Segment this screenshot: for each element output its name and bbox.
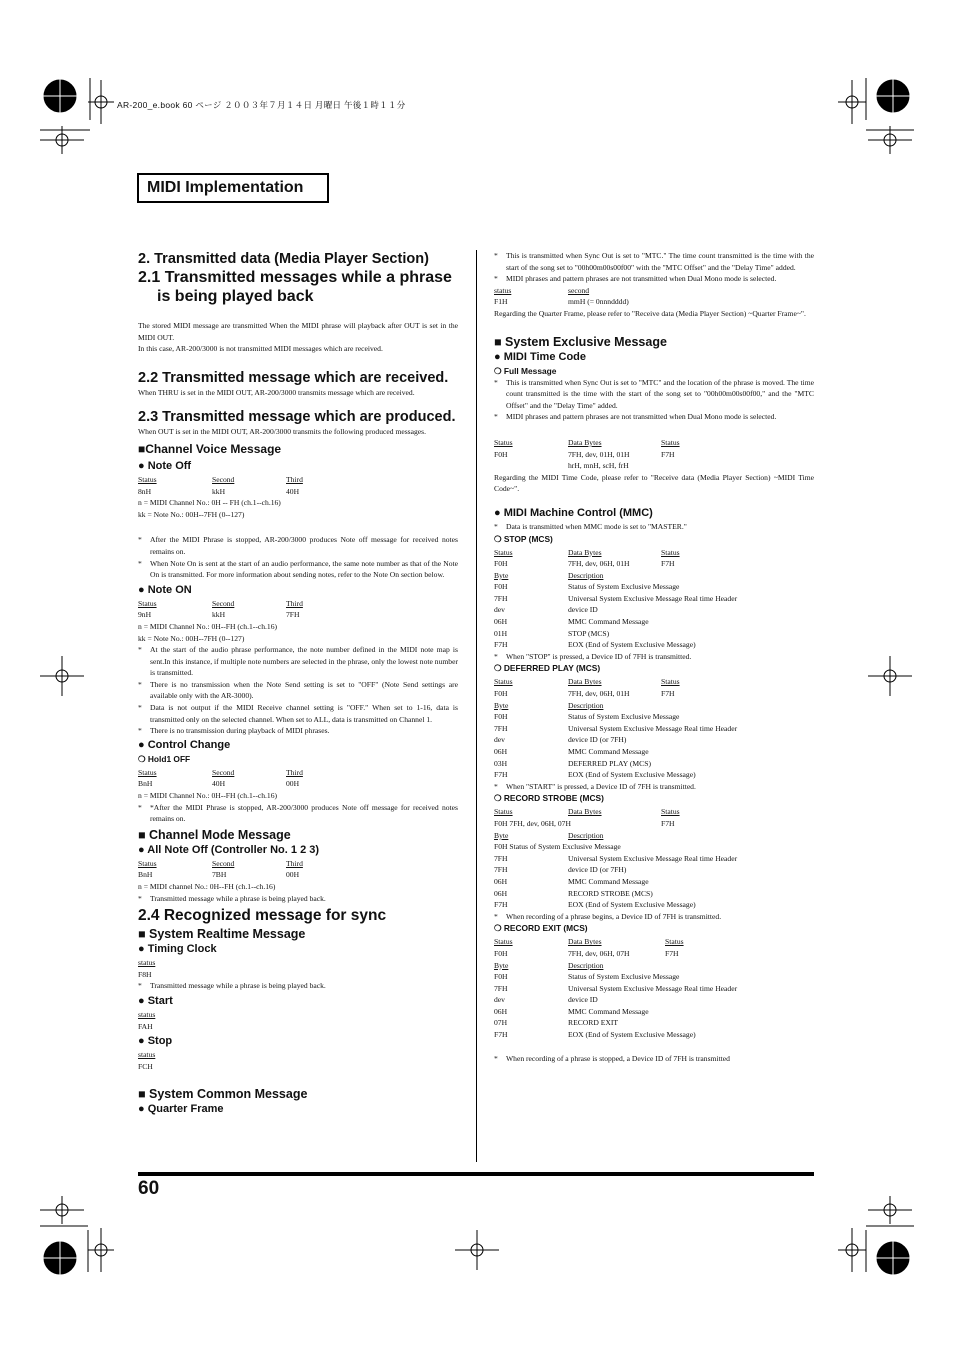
cell: MMC Command Message <box>568 747 649 756</box>
cell: 7FH <box>494 853 508 863</box>
cell: Universal System Exclusive Message Real time Header <box>568 983 738 993</box>
status-value: FAH <box>138 1021 153 1031</box>
note-text: Transmitted message while a phrase is being played back. <box>150 981 326 991</box>
cell: device ID (or 7FH) <box>568 735 627 745</box>
cell: F0H <box>494 948 508 958</box>
col-header: Description <box>568 700 604 710</box>
col-header: Second <box>212 858 235 868</box>
column-divider <box>476 250 477 1162</box>
col-header: Data Bytes <box>568 437 602 447</box>
definition: n = MIDI Channel No.: 0H--FH (ch.1--ch.16) <box>138 621 278 631</box>
cell: kkH <box>212 610 226 620</box>
cell: EOX (End of System Exclusive Message) <box>568 770 696 780</box>
heading-2-4: 2.4 Recognized message for sync <box>138 907 387 925</box>
col-header: Byte <box>494 700 509 710</box>
heading-2-2: 2.2 Transmitted message which are received. <box>138 369 449 386</box>
cell: 7FH, dev, 01H, 01H <box>568 449 630 459</box>
note-text: When "START" is pressed, a Device ID of 7FH is transmitted. <box>506 781 696 791</box>
record-strobe-table <box>494 806 814 829</box>
cell: 7FH <box>286 610 300 620</box>
cell: device ID <box>568 995 598 1005</box>
note-off-heading: ● Note Off <box>138 459 192 472</box>
cell: 06H <box>494 747 508 756</box>
note-text: There is no transmission during playback of MIDI phrases. <box>150 726 330 736</box>
cell: 7FH, dev, 06H, 07H <box>568 948 630 958</box>
status-label: status <box>138 958 156 968</box>
note: * Transmitted message while a phrase is being played back. <box>138 980 458 992</box>
cell: hrH, mnH, scH, frH <box>568 461 629 471</box>
paragraph: In this case, AR-200/3000 is not transmitted MIDI messages which are received. <box>138 344 383 354</box>
cell: 00H <box>286 779 300 789</box>
note-text: There is no transmission when the Note Send setting is set to "OFF" (Note Send settings are available only with the AR-3000). <box>150 679 458 701</box>
note-text: Data is not output if the MIDI Receive channel setting is "OFF." When set to 1-16, data is transmitted only on the selected channel. When set to ALL, data is transmitted on Channel 1. <box>150 703 458 724</box>
status-label: status <box>138 1009 156 1019</box>
note: * MIDI phrases and pattern phrases are not transmitted when Dual Mono mode is selected. <box>494 411 814 423</box>
cell: STOP (MCS) <box>568 628 610 638</box>
cell: MMC Command Message <box>568 876 649 886</box>
col-header: Status <box>138 474 157 484</box>
status-value: F8H <box>138 969 152 979</box>
note-on-table <box>138 598 458 621</box>
definition: n = MIDI channel No.: 0H--FH (ch.1--ch.16) <box>138 882 276 891</box>
cell: RECORD EXIT <box>568 1018 618 1028</box>
quarter-frame-table <box>494 285 814 308</box>
cell: F1H <box>494 297 508 307</box>
note: * When recording of a phrase is stopped, a Device ID of 7FH is transmitted <box>494 1053 814 1065</box>
col-header: Status <box>661 437 680 447</box>
note: * When Note On is sent at the start of an audio performance, the same note number as that of the Note On is transmitted. For more information about sending notes, refer to the Note On section below. <box>138 558 458 580</box>
col-header: Third <box>286 767 303 777</box>
definition: kk = Note No.: 00H--7FH (0--127) <box>138 633 245 643</box>
cell: 06H <box>494 617 508 627</box>
mmc-heading: ● MIDI Machine Control (MMC) <box>494 506 653 519</box>
note-text: MIDI phrases and pattern phrases are not transmitted when Dual Mono mode is selected. <box>506 274 777 284</box>
channel-mode-table <box>138 858 458 881</box>
col-header: Description <box>568 830 604 840</box>
hold1-off-heading: ❍ Hold1 OFF <box>138 753 191 764</box>
record-strobe-byte-table <box>494 830 814 911</box>
cell: dev <box>494 735 505 745</box>
record-strobe-heading: ❍ RECORD STROBE (MCS) <box>494 793 604 804</box>
note: * When recording of a phrase begins, a Device ID of 7FH is transmitted. <box>494 911 814 923</box>
cell: F0H Status of System Exclusive Message <box>494 842 621 852</box>
cell: Status of System Exclusive Message <box>568 972 680 982</box>
col-header: Status <box>661 807 680 817</box>
col-header: Third <box>286 858 303 868</box>
cell: Universal System Exclusive Message Real time Header <box>568 593 738 603</box>
cell: F0H <box>494 582 508 592</box>
full-message-heading: ❍ Full Message <box>494 365 557 376</box>
page-number: 60 <box>138 1178 160 1199</box>
note: * There is no transmission when the Note Send setting is set to "OFF" (Note Send settings are available only with the AR-3000). <box>138 679 458 701</box>
cell: kkH <box>212 486 226 496</box>
cell: 06H <box>494 876 508 886</box>
channel-voice-heading: ■Channel Voice Message <box>138 441 282 456</box>
col-header: Status <box>661 677 680 687</box>
cell: device ID <box>568 605 598 615</box>
col-header: Status <box>494 437 513 447</box>
col-header: Status <box>494 677 513 687</box>
heading-2-1: 2.1 Transmitted messages while a phrase is being played back <box>138 269 452 305</box>
definition: n = MIDI Channel No.: 0H -- FH (ch.1--ch.16) <box>138 498 281 508</box>
definition: n = MIDI Channel No.: 0H--FH (ch.1--ch.16) <box>138 791 278 801</box>
note: * After the MIDI Phrase is stopped, AR-200/3000 produces Note off message for received notes remains on. <box>138 535 458 556</box>
cell: RECORD STROBE (MCS) <box>568 888 653 898</box>
cell: 9nH <box>138 610 152 620</box>
col-header: Data Bytes <box>568 677 602 687</box>
cell: DEFERRED PLAY (MCS) <box>568 758 651 768</box>
paragraph: When THRU is set in the MIDI OUT, AR-200/3000 transmits message which are received. <box>138 387 415 397</box>
note-text: This is transmitted when Sync Out is set to "MTC." The time count transmitted is the time with the start of the song set to "00h00m00s00f00" with the "MTC Offset" and the "Delay Time" added. <box>506 251 814 272</box>
col-header: Byte <box>494 830 509 840</box>
note: * This is transmitted when Sync Out is set to "MTC" and the location of the phrase is moved. The time count transmitted is the time with the start of the song set to "00h00m00s00f00," and the "MTC Offset" and the "Delay Time" added. <box>494 377 814 410</box>
cell: dev <box>494 995 505 1005</box>
col-header: Second <box>212 474 235 484</box>
col-header: Data Bytes <box>568 937 602 947</box>
cell: Universal System Exclusive Message Real time Header <box>568 853 738 863</box>
cell: F7H <box>661 689 675 699</box>
col-header: second <box>568 285 590 295</box>
note: * At the start of the audio phrase performance, the note number defined in the MIDI note map is sent.In this instance, if multiple note numbers are selected in the phrase, only the lowest note number is transmitted. <box>138 645 458 678</box>
status-label: status <box>138 1050 156 1060</box>
cell: F0H 7FH, dev, 06H, 07H <box>494 818 571 828</box>
definition: kk = Note No.: 00H--7FH (0--127) <box>138 509 245 519</box>
note: * Data is transmitted when MMC mode is set to "MASTER." <box>494 521 814 533</box>
section-title: MIDI Implementation <box>147 179 304 196</box>
col-header: Data Bytes <box>568 807 602 817</box>
cell: Status of System Exclusive Message <box>568 712 680 722</box>
cell: 40H <box>212 779 226 789</box>
cell: EOX (End of System Exclusive Message) <box>568 1030 696 1040</box>
cell: 07H <box>494 1018 508 1028</box>
note-text: Data is transmitted when MMC mode is set to "MASTER." <box>506 521 687 531</box>
all-note-off-heading: ● All Note Off (Controller No. 1 2 3) <box>138 843 320 856</box>
col-header: Status <box>138 767 157 777</box>
cell: dev <box>494 605 505 615</box>
record-exit-heading: ❍ RECORD EXIT (MCS) <box>494 923 588 934</box>
control-change-heading: ● Control Change <box>138 738 231 751</box>
col-header: Status <box>494 937 513 947</box>
record-exit-table <box>494 936 814 959</box>
note: * MIDI phrases and pattern phrases are not transmitted when Dual Mono mode is selected. <box>494 273 814 285</box>
cell: 40H <box>286 486 300 496</box>
col-header: Second <box>212 598 235 608</box>
system-common-heading: ■ System Common Message <box>138 1087 308 1102</box>
cell: F7H <box>661 559 675 569</box>
cell: F0H <box>494 972 508 982</box>
mtc-heading: ● MIDI Time Code <box>494 350 587 363</box>
cell: 7FH <box>494 593 508 603</box>
note: * This is transmitted when Sync Out is set to "MTC." The time count transmitted is the time with the start of the song set to "00h00m00s00f00" with the "MTC Offset" and the "Delay Time" added. <box>494 251 814 272</box>
cell: Status of System Exclusive Message <box>568 582 680 592</box>
stop-heading: ● Stop <box>138 1035 173 1048</box>
note-text: When Note On is sent at the start of an audio performance, the same note number as that of the Note On is transmitted. For more information about sending notes, refer to the Note On section below. <box>150 558 458 580</box>
reference: Regarding the Quarter Frame, please refer to "Receive data (Media Player Section) ~Quarter Frame~". <box>494 308 806 318</box>
paragraph: The stored MIDI message are transmitted When the MIDI phrase will playback after OUT is set in the MIDI OUT. <box>138 321 458 342</box>
cell: F7H <box>494 900 508 910</box>
cell: device ID (or 7FH) <box>568 865 627 875</box>
start-heading: ● Start <box>138 994 173 1007</box>
file-header-line: AR-200_e.book 60 ページ ２００３年７月１４日 月曜日 午後１時１１分 <box>117 100 406 110</box>
system-exclusive-heading: ■ System Exclusive Message <box>494 334 667 349</box>
left-column <box>138 250 458 1117</box>
cell: F7H <box>494 640 508 650</box>
cell: 01H <box>494 628 508 638</box>
control-change-table <box>138 767 458 790</box>
col-header: Description <box>568 960 604 970</box>
note-off-table <box>138 474 458 497</box>
reference: Regarding the MIDI Time Code, please refer to "Receive data (Media Player Section) ~MIDI Time Code~". <box>494 472 814 494</box>
cell: 7BH <box>212 870 227 880</box>
channel-mode-heading: ■ Channel Mode Message <box>138 827 291 842</box>
note-text: MIDI phrases and pattern phrases are not transmitted when Dual Mono mode is selected. <box>506 412 777 422</box>
note-text: At the start of the audio phrase performance, the note number defined in the MIDI note map is sent.In this instance, if multiple note numbers are selected in the phrase, only the lowest note number is transmitted. <box>150 645 458 678</box>
col-header: Byte <box>494 960 509 970</box>
col-header: Description <box>568 570 604 580</box>
cell: 06H <box>494 888 508 898</box>
stop-mcs-heading: ❍ STOP (MCS) <box>494 533 553 544</box>
note-text: When recording of a phrase begins, a Device ID of 7FH is transmitted. <box>506 911 722 921</box>
cell: F0H <box>494 449 508 459</box>
cell: 8nH <box>138 486 152 496</box>
cell: 00H <box>286 870 300 880</box>
deferred-play-table <box>494 676 814 699</box>
cell: Universal System Exclusive Message Real time Header <box>568 723 738 733</box>
cell: 7FH, dev, 06H, 01H <box>568 559 630 569</box>
cell: MMC Command Message <box>568 1006 649 1016</box>
col-header: Status <box>665 937 684 947</box>
cell: 7FH, dev, 06H, 01H <box>568 689 630 699</box>
note-text: *After the MIDI Phrase is stopped, AR-200/3000 produces Note off message for received notes remains on. <box>150 802 458 824</box>
note: * Data is not output if the MIDI Receive channel setting is "OFF." When set to 1-16, data is transmitted only on the selected channel. When set to ALL, data is transmitted on Channel 1. <box>138 703 458 724</box>
cell: EOX (End of System Exclusive Message) <box>568 640 696 650</box>
cell: BnH <box>138 870 153 880</box>
right-column <box>494 250 814 1064</box>
record-exit-byte-table <box>494 960 814 1041</box>
note-text: This is transmitted when Sync Out is set to "MTC" and the location of the phrase is moved. The time count transmitted is the time with the start of the song set to "00h00m00s00f00," and the "MTC Offset" and the "Delay Time" added. <box>506 377 814 410</box>
cell: F0H <box>494 712 508 722</box>
cell: EOX (End of System Exclusive Message) <box>568 900 696 910</box>
col-header: Third <box>286 474 303 484</box>
paragraph: When OUT is set in the MIDI OUT, AR-200/3000 transmits the following produced messages. <box>138 427 427 437</box>
cell: 03H <box>494 758 508 768</box>
note-on-heading: ● Note ON <box>138 583 192 596</box>
heading-2: 2. Transmitted data (Media Player Section) <box>138 251 429 267</box>
timing-clock-heading: ● Timing Clock <box>138 943 217 956</box>
cell: 7FH <box>494 723 508 733</box>
note: * When "START" is pressed, a Device ID of 7FH is transmitted. <box>494 781 814 793</box>
col-header: status <box>494 285 512 295</box>
note-text: Transmitted message while a phrase is being played back. <box>150 893 326 903</box>
stop-byte-table <box>494 570 814 651</box>
footer-rule <box>138 1172 814 1176</box>
cell: F0H <box>494 689 508 699</box>
col-header: Data Bytes <box>568 547 602 557</box>
col-header: Status <box>494 807 513 817</box>
col-header: Status <box>138 598 157 608</box>
cell: 7FH <box>494 865 508 875</box>
cell: mmH (= 0nnndddd) <box>568 297 629 307</box>
cell: F7H <box>494 770 508 780</box>
deferred-play-heading: ❍ DEFERRED PLAY (MCS) <box>494 663 601 674</box>
heading-2-3: 2.3 Transmitted message which are produced. <box>138 409 456 426</box>
cell: F7H <box>661 449 675 459</box>
cell: F7H <box>494 1030 508 1040</box>
cell: 06H <box>494 1006 508 1016</box>
stop-table <box>494 547 814 570</box>
note-text: After the MIDI Phrase is stopped, AR-200/3000 produces Note off message for received notes remains on. <box>150 535 458 556</box>
note: * Transmitted message while a phrase is being played back. <box>138 893 458 905</box>
cell: F7H <box>665 948 679 958</box>
cell: MMC Command Message <box>568 617 649 627</box>
note: * When "STOP" is pressed, a Device ID of 7FH is transmitted. <box>494 651 814 663</box>
col-header: Status <box>661 547 680 557</box>
note: * There is no transmission during playback of MIDI phrases. <box>138 725 458 737</box>
cell: F7H <box>661 818 675 828</box>
status-value: FCH <box>138 1061 153 1071</box>
col-header: Second <box>212 767 235 777</box>
note-text: When recording of a phrase is stopped, a Device ID of 7FH is transmitted <box>506 1053 730 1063</box>
full-message-table <box>494 437 814 472</box>
cell: BnH <box>138 779 153 789</box>
col-header: Third <box>286 598 303 608</box>
quarter-frame-heading: ● Quarter Frame <box>138 1103 224 1116</box>
section-box <box>137 173 329 203</box>
note: * *After the MIDI Phrase is stopped, AR-200/3000 produces Note off message for received notes remains on. <box>138 802 458 824</box>
cell: F0H <box>494 559 508 569</box>
system-realtime-heading: ■ System Realtime Message <box>138 927 306 942</box>
note-text: When "STOP" is pressed, a Device ID of 7FH is transmitted. <box>506 651 692 661</box>
col-header: Status <box>138 858 157 868</box>
cell: 7FH <box>494 983 508 993</box>
deferred-play-byte-table <box>494 700 814 781</box>
col-header: Byte <box>494 570 509 580</box>
col-header: Status <box>494 547 513 557</box>
